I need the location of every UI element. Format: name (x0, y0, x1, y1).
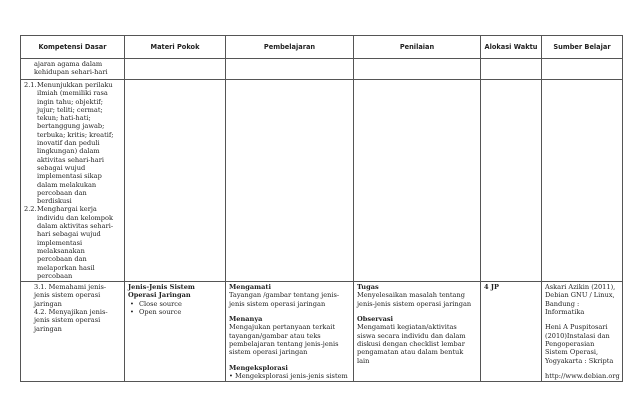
bullet-icon: • (130, 299, 134, 308)
empty-cell (354, 59, 481, 80)
kd-item-number: 2.1. (24, 81, 37, 89)
kd-item-text: Menghargai kerja individu dan kelompok dalam aktivitas sehari-hari sebagai wujud implementasi melaksanakan percobaan dan melaporkan hasil percobaan (37, 205, 114, 280)
empty-cell (354, 80, 481, 282)
materi-pokok-cell (125, 282, 226, 382)
table-row (21, 282, 623, 382)
header-pembelajaran: Pembelajaran (226, 36, 354, 59)
pemb-mengamati-heading: Mengamati (229, 283, 271, 292)
header-sumber-belajar: Sumber Belajar (542, 36, 623, 59)
kd-continued-text: ajaran agama dalam kehidupan sehari-hari (34, 60, 108, 77)
syllabus-table (20, 35, 623, 382)
kd-item-text: Menunjukkan perilaku ilmiah (memiliki rasa ingin tahu; objektif; jujur; teliti; cermat; tekun; hati-hati; bertanggung jawab; terbuka; kritis; kreatif; inovatif dan peduli lingkungan) dalam aktivitas sehari-hari sebagai wujud implementasi sikap dalam melakukan percobaan dan berdiskusi (37, 81, 114, 206)
sumber-item: Askari Azikin (2011), Debian GNU / Linux, Bandung : Informatika (545, 283, 616, 317)
materi-bullet (128, 308, 222, 316)
empty-cell (481, 59, 542, 80)
sumber-belajar-cell (542, 282, 623, 382)
materi-title: Jenis-Jenis Sistem Operasi Jaringan (128, 283, 195, 300)
kd-item-number: 2.2. (24, 205, 37, 214)
pen-observasi-heading: Observasi (357, 315, 394, 324)
empty-cell (226, 80, 354, 282)
pemb-menanya-heading: Menanya (229, 315, 263, 324)
header-penilaian: Penilaian (354, 36, 481, 59)
pembelajaran-cell (226, 282, 354, 382)
kd-item (24, 81, 121, 205)
header-kompetensi-dasar: Kompetensi Dasar (21, 36, 125, 59)
kd-continued-cell (21, 59, 125, 80)
pemb-menanya-text: Mengajukan pertanyaan terkait tayangan/gambar atau teks pembelajaran tentang jenis-jenis sistem operasi jaringan (229, 323, 339, 357)
kd-3-1-text: 3.1. Memahami jenis-jenis sistem operasi jaringan (34, 283, 107, 308)
empty-cell (481, 80, 542, 282)
alokasi-value: 4 JP (484, 283, 499, 292)
empty-cell (542, 59, 623, 80)
pen-observasi-text: Mengamati kegiatan/aktivitas siswa secara individu dan dalam diskusi dengan checklist lembar pengamatan atau dalam bentuk lain (357, 323, 466, 365)
header-alokasi-waktu: Alokasi Waktu (481, 36, 542, 59)
table-row (21, 80, 623, 282)
sumber-item: Heni A Puspitosari (2010)Instalasi dan Pengoperasian Sistem Operasi, Yogyakarta : Skripta (545, 323, 614, 365)
pen-tugas-heading: Tugas (357, 283, 379, 292)
pemb-mengamati-text: Tayangan /gambar tentang jenis-jenis sistem operasi jaringan (229, 291, 340, 308)
kd-sikap-list (24, 81, 121, 280)
penilaian-cell (354, 282, 481, 382)
empty-cell (125, 80, 226, 282)
pemb-eksplorasi-bullet (229, 372, 350, 380)
bullet-icon: • (229, 371, 233, 380)
empty-cell (226, 59, 354, 80)
pen-tugas-text: Menyelesaikan masalah tentang jenis-jenis sistem operasi jaringan (357, 291, 472, 308)
header-row (21, 36, 623, 59)
sumber-link: http://www.debian.org (545, 371, 620, 380)
materi-bullet-text: Open source (139, 308, 182, 317)
materi-bullet (128, 300, 222, 308)
kd-item (24, 205, 121, 280)
bullet-icon: • (130, 308, 134, 317)
table-row (21, 59, 623, 80)
materi-bullet-text: Close source (139, 299, 182, 308)
kd-sikap-cell (21, 80, 125, 282)
header-materi-pokok: Materi Pokok (125, 36, 226, 59)
empty-cell (125, 59, 226, 80)
pemb-mengeksplorasi-text: Mengeksplorasi jenis-jenis sistem (235, 371, 348, 380)
pemb-mengeksplorasi-heading: Mengeksplorasi (229, 363, 288, 372)
kd-pengetahuan-cell (21, 282, 125, 382)
alokasi-waktu-cell (481, 282, 542, 382)
kd-4-2-text: 4.2. Menyajikan jenis-jenis sistem operasi jaringan (34, 308, 108, 333)
empty-cell (542, 80, 623, 282)
